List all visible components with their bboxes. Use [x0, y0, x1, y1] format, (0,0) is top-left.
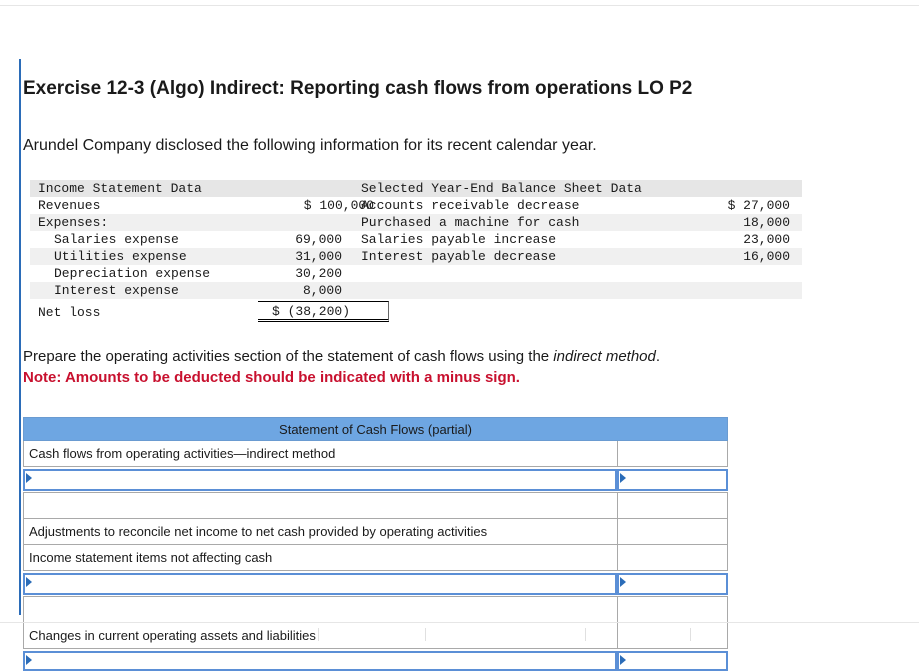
minus-sign-note: Note: Amounts to be deducted should be indicated with a minus sign.	[23, 369, 520, 386]
utilities-expense-value: 31,000	[295, 249, 342, 264]
spacer-row	[23, 597, 728, 623]
indirect-method-emphasis: indirect method	[553, 348, 656, 365]
section-label-row	[23, 441, 728, 467]
working-capital-changes-label: Changes in current operating assets and liabilities	[29, 628, 316, 643]
section-label-row	[23, 545, 728, 571]
salaries-payable-value: 23,000	[743, 232, 790, 247]
noncash-item-account-select[interactable]	[23, 573, 617, 595]
instructions-text-end: .	[655, 348, 661, 365]
accounts-receivable-label: Accounts receivable decrease	[361, 198, 580, 213]
given-data-table	[30, 180, 802, 324]
section-label-row	[23, 623, 728, 649]
exercise-title: Exercise 12-3 (Algo) Indirect: Reporting cash flows from operations LO P2	[23, 78, 693, 99]
utilities-expense-label: Utilities expense	[54, 249, 187, 264]
amount-column-divider	[617, 545, 618, 570]
operating-activities-label: Cash flows from operating activities—indirect method	[29, 446, 336, 461]
accounts-receivable-value: $ 27,000	[727, 198, 790, 213]
amount-column-divider	[617, 597, 618, 622]
entry-row	[23, 571, 728, 597]
revenues-label: Revenues	[38, 198, 101, 213]
amount-column-divider	[617, 493, 618, 518]
net-income-account-select[interactable]	[23, 469, 617, 491]
statement-of-cash-flows-worksheet	[23, 417, 728, 669]
row-left-border	[23, 545, 24, 570]
interest-payable-label: Interest payable decrease	[361, 249, 557, 264]
net-loss-value: $ (38,200)	[271, 304, 350, 319]
row-right-border	[727, 493, 728, 518]
expenses-label: Expenses:	[38, 215, 109, 230]
amount-column-divider	[617, 519, 618, 544]
entry-row	[23, 467, 728, 493]
income-statement-header: Income Statement Data	[38, 181, 202, 196]
dropdown-caret-icon	[620, 473, 626, 483]
instructions-text	[23, 348, 660, 365]
net-income-amount-input[interactable]	[617, 469, 728, 491]
noncash-items-label: Income statement items not affecting cash	[29, 550, 273, 565]
section-label-row	[23, 519, 728, 545]
bottom-divider	[0, 622, 919, 623]
row-left-border	[23, 441, 24, 466]
depreciation-expense-label: Depreciation expense	[54, 266, 211, 281]
noncash-item-amount-input[interactable]	[617, 573, 728, 595]
salaries-expense-value: 69,000	[295, 232, 342, 247]
net-loss-label: Net loss	[38, 305, 101, 320]
balance-sheet-header: Selected Year-End Balance Sheet Data	[361, 181, 642, 196]
footer-tick	[585, 628, 586, 641]
footer-tick	[425, 628, 426, 641]
entry-row	[23, 649, 728, 669]
working-capital-amount-input[interactable]	[617, 651, 728, 671]
working-capital-account-select[interactable]	[23, 651, 617, 671]
amount-column-divider	[617, 441, 618, 466]
spacer-row	[23, 493, 728, 519]
machine-purchase-label: Purchased a machine for cash	[361, 215, 580, 230]
instructions-text-start: Prepare the operating activities section of the statement of cash flows using the	[23, 348, 554, 365]
row-right-border	[727, 519, 728, 544]
machine-purchase-value: 18,000	[743, 215, 790, 230]
top-divider	[0, 5, 919, 6]
interest-payable-value: 16,000	[743, 249, 790, 264]
amount-column-divider	[617, 623, 618, 648]
salaries-expense-label: Salaries expense	[54, 232, 179, 247]
question-left-accent-bar	[19, 59, 21, 615]
row-right-border	[727, 545, 728, 570]
revenues-value: $ 100,000	[303, 198, 374, 213]
row-left-border	[23, 597, 24, 622]
interest-expense-label: Interest expense	[54, 283, 179, 298]
worksheet-title: Statement of Cash Flows (partial)	[23, 417, 728, 441]
row-right-border	[727, 597, 728, 622]
interest-expense-value: 8,000	[302, 283, 342, 298]
dropdown-caret-icon	[26, 473, 32, 483]
depreciation-expense-value: 30,200	[295, 266, 342, 281]
salaries-payable-label: Salaries payable increase	[361, 232, 557, 247]
dropdown-caret-icon	[620, 655, 626, 665]
footer-tick	[318, 628, 319, 641]
row-left-border	[23, 493, 24, 518]
dropdown-caret-icon	[620, 577, 626, 587]
row-right-border	[727, 441, 728, 466]
row-right-border	[727, 623, 728, 648]
dropdown-caret-icon	[26, 577, 32, 587]
intro-text: Arundel Company disclosed the following information for its recent calendar year.	[23, 137, 597, 154]
adjustments-label: Adjustments to reconcile net income to net cash provided by operating activities	[29, 524, 488, 539]
row-left-border	[23, 623, 24, 648]
dropdown-caret-icon	[26, 655, 32, 665]
row-left-border	[23, 519, 24, 544]
footer-tick	[690, 628, 691, 641]
